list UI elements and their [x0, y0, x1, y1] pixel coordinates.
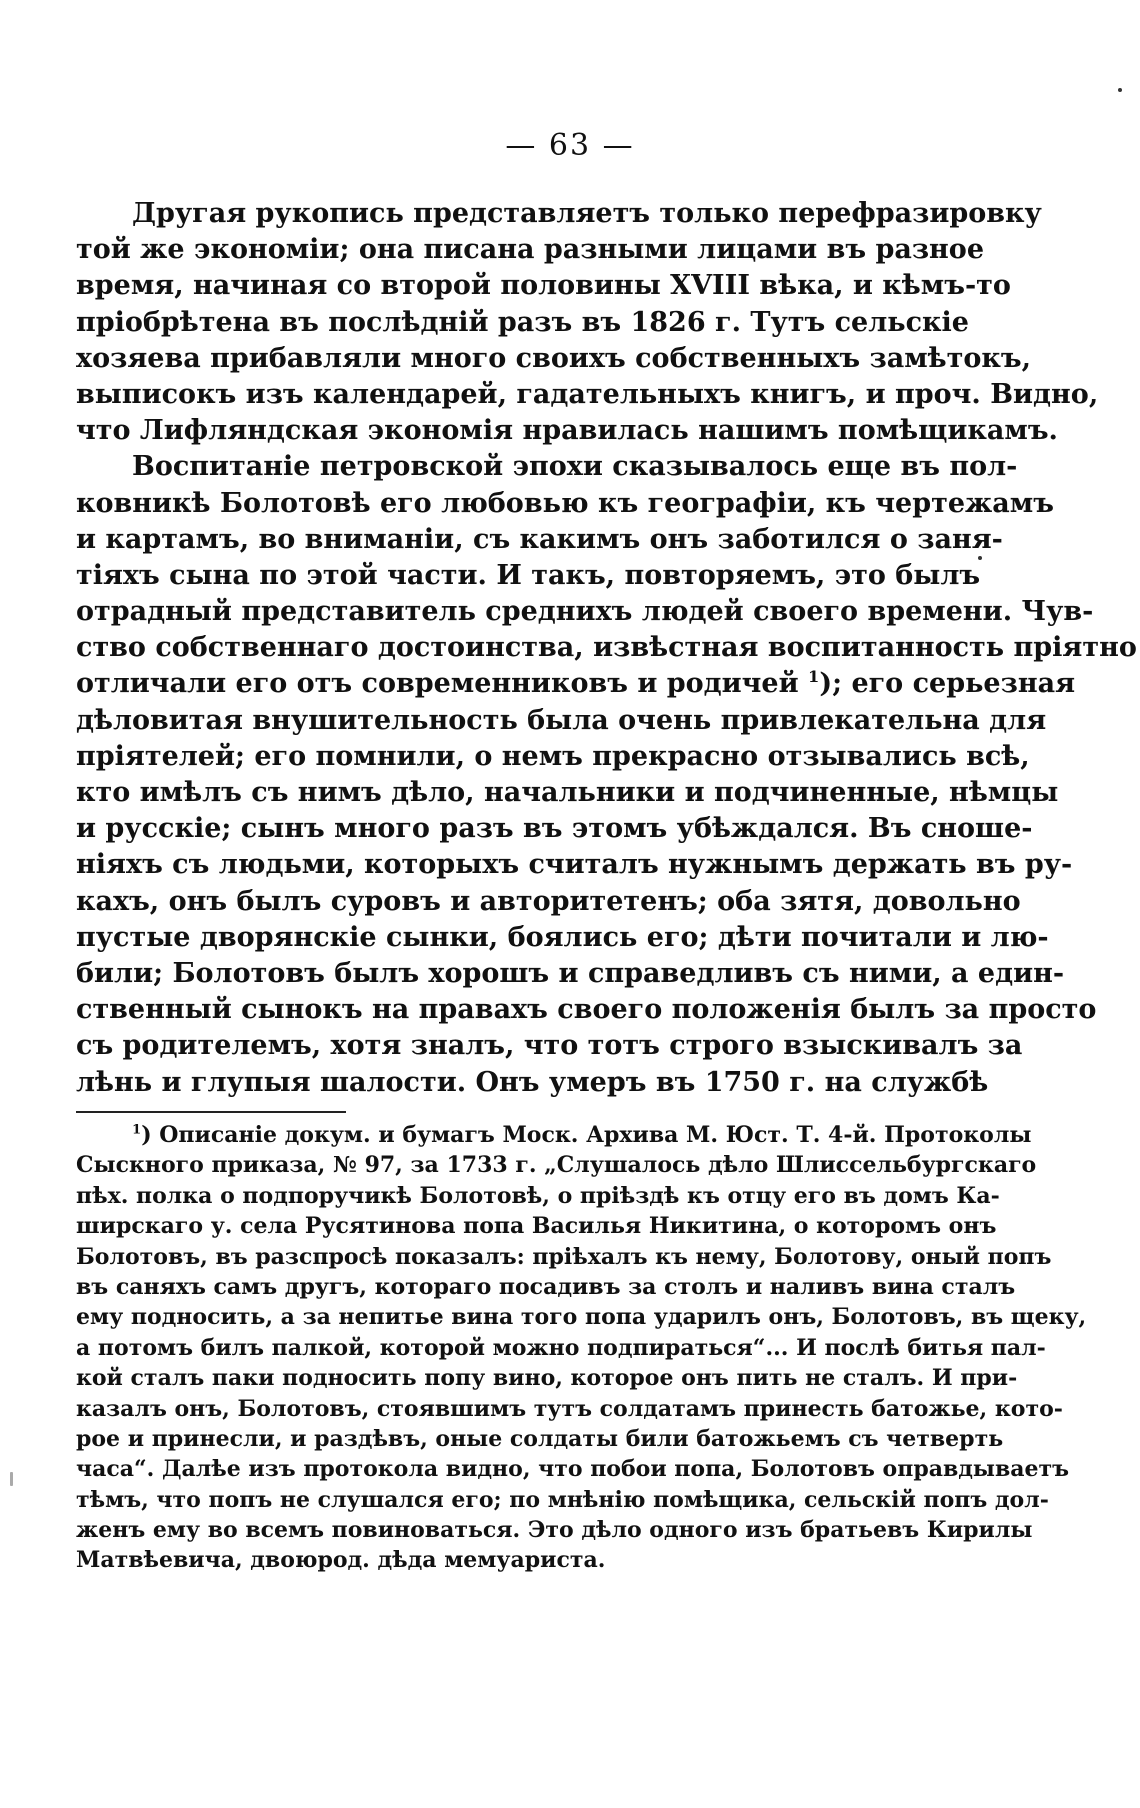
footnote-line: а потомъ билъ палкой, которой можно подпираться“... И послѣ битья пал- — [76, 1334, 1046, 1361]
text-fragment: отличали его отъ современниковъ и родичей — [76, 668, 799, 700]
text-line: время, начиная со второй половины XVIII вѣка, и кѣмъ-то — [76, 270, 1011, 302]
text-line: что Лифляндская экономія нравилась нашимъ помѣщикамъ. — [76, 415, 1058, 447]
footnote — [76, 1120, 1087, 1576]
footnote-line: рое и принесли, и раздѣвъ, оные солдаты били батожьемъ съ четверть — [76, 1425, 1004, 1452]
text-line: кахъ, онъ былъ суровъ и авторитетенъ; оба зятя, довольно — [76, 885, 1021, 917]
text-line: пріобрѣтена въ послѣдній разъ въ 1826 г. Тутъ сельскіе — [76, 306, 969, 338]
text-line: и русскіе; сынъ много разъ въ этомъ убѣждался. Въ сноше- — [76, 813, 1033, 845]
text-line: и картамъ, во вниманіи, съ какимъ онъ заботился о заня- — [76, 523, 1003, 555]
paper-speck — [978, 556, 982, 560]
text-line: Воспитаніе петровской эпохи сказывалось еще въ пол- — [132, 451, 1018, 483]
text-line: хозяева прибавляли много своихъ собственныхъ замѣтокъ, — [76, 342, 1031, 374]
paragraph-2 — [76, 449, 1137, 1100]
text-line: дѣловитая внушительность была очень привлекательна для — [76, 704, 1047, 736]
text-line: ковникѣ Болотовѣ его любовью къ географіи, къ чертежамъ — [76, 487, 1054, 519]
footnote-divider — [76, 1111, 346, 1113]
text-line: съ родителемъ, хотя зналъ, что тотъ строго взыскивалъ за — [76, 1030, 1023, 1062]
footnote-line: часа“. Далѣе изъ протокола видно, что побои попа, Болотовъ оправдываетъ — [76, 1456, 1070, 1483]
footnote-line — [76, 1120, 1032, 1150]
paper-speck — [1118, 88, 1122, 92]
text-line: пріятелей; его помнили, о немъ прекрасно отзывались всѣ, — [76, 740, 1030, 772]
footnote-line: кой сталъ паки подносить попу вино, которое онъ пить не сталъ. И при- — [76, 1365, 1018, 1392]
footnote-line: Сыскного приказа, № 97, за 1733 г. „Слушалось дѣло Шлиссельбургскаго — [76, 1152, 1037, 1179]
footnote-line: казалъ онъ, Болотовъ, стоявшимъ тутъ солдатамъ принесть батожье, кото- — [76, 1395, 1063, 1422]
text-line: тіяхъ сына по этой части. И такъ, повторяемъ, это былъ — [76, 559, 981, 591]
text-line: пустые дворянскіе сынки, боялись его; дѣти почитали и лю- — [76, 921, 1049, 953]
footnote-line: тѣмъ, что попъ не слушался его; по мнѣнію помѣщика, сельскій попъ дол- — [76, 1486, 1049, 1513]
footnote-line: Болотовъ, въ разспросѣ показалъ: пріѣхалъ къ нему, Болотову, оный попъ — [76, 1243, 1052, 1270]
text-line: Другая рукопись представляетъ только перефразировку — [132, 198, 1042, 229]
footnote-line: женъ ему во всемъ повиноваться. Это дѣло одного изъ братьевъ Кирилы — [76, 1517, 1033, 1544]
page-number: — 63 — — [505, 128, 635, 163]
text-line: выписокъ изъ календарей, гадательныхъ книгъ, и проч. Видно, — [76, 378, 1099, 410]
footnote-line: ширскаго у. села Русятинова попа Василья Никитина, о которомъ онъ — [76, 1213, 997, 1240]
text-line: той же экономіи; она писана разными лицами въ разное — [76, 234, 984, 266]
text-line: били; Болотовъ былъ хорошъ и справедливъ съ ними, а един- — [76, 957, 1065, 989]
text-fragment: ) Описаніе докум. и бумагъ Моск. Архива М. Юст. Т. 4-й. Протоколы — [141, 1122, 1032, 1148]
text-line: ство собственнаго достоинства, извѣстная воспитанность пріятно — [76, 632, 1137, 664]
paragraph-1 — [76, 196, 1099, 449]
footnote-reference[interactable]: 1 — [808, 667, 820, 687]
text-line: кто имѣлъ съ нимъ дѣло, начальники и подчиненные, нѣмцы — [76, 777, 1059, 808]
paper-speck — [10, 1472, 13, 1486]
text-line: ніяхъ съ людьми, которыхъ считалъ нужнымъ держать въ ру- — [76, 849, 1073, 881]
footnote-line: въ саняхъ самъ другъ, котораго посадивъ за столъ и наливъ вина сталъ — [76, 1273, 1016, 1300]
footnote-line: ему подносить, а за непитье вина того попа ударилъ онъ, Болотовъ, въ щеку, — [76, 1304, 1087, 1331]
text-line: отрадный представитель среднихъ людей своего времени. Чув- — [76, 596, 1094, 628]
main-text — [76, 196, 1137, 1101]
text-line: ственный сынокъ на правахъ своего положенія былъ за просто — [76, 994, 1097, 1026]
footnote-line: пѣх. полка о подпоручикѣ Болотовѣ, о пріѣздѣ къ отцу его въ домъ Ка- — [76, 1182, 1000, 1209]
footnote-marker: 1 — [132, 1122, 142, 1138]
text-line: лѣнь и глупыя шалости. Онъ умеръ въ 1750 г. на службѣ — [76, 1066, 989, 1098]
text-line-with-footnote — [76, 666, 1076, 702]
footnote-line: Матвѣевича, двоюрод. дѣда мемуариста. — [76, 1547, 606, 1574]
text-fragment: ); его серьезная — [819, 668, 1076, 700]
